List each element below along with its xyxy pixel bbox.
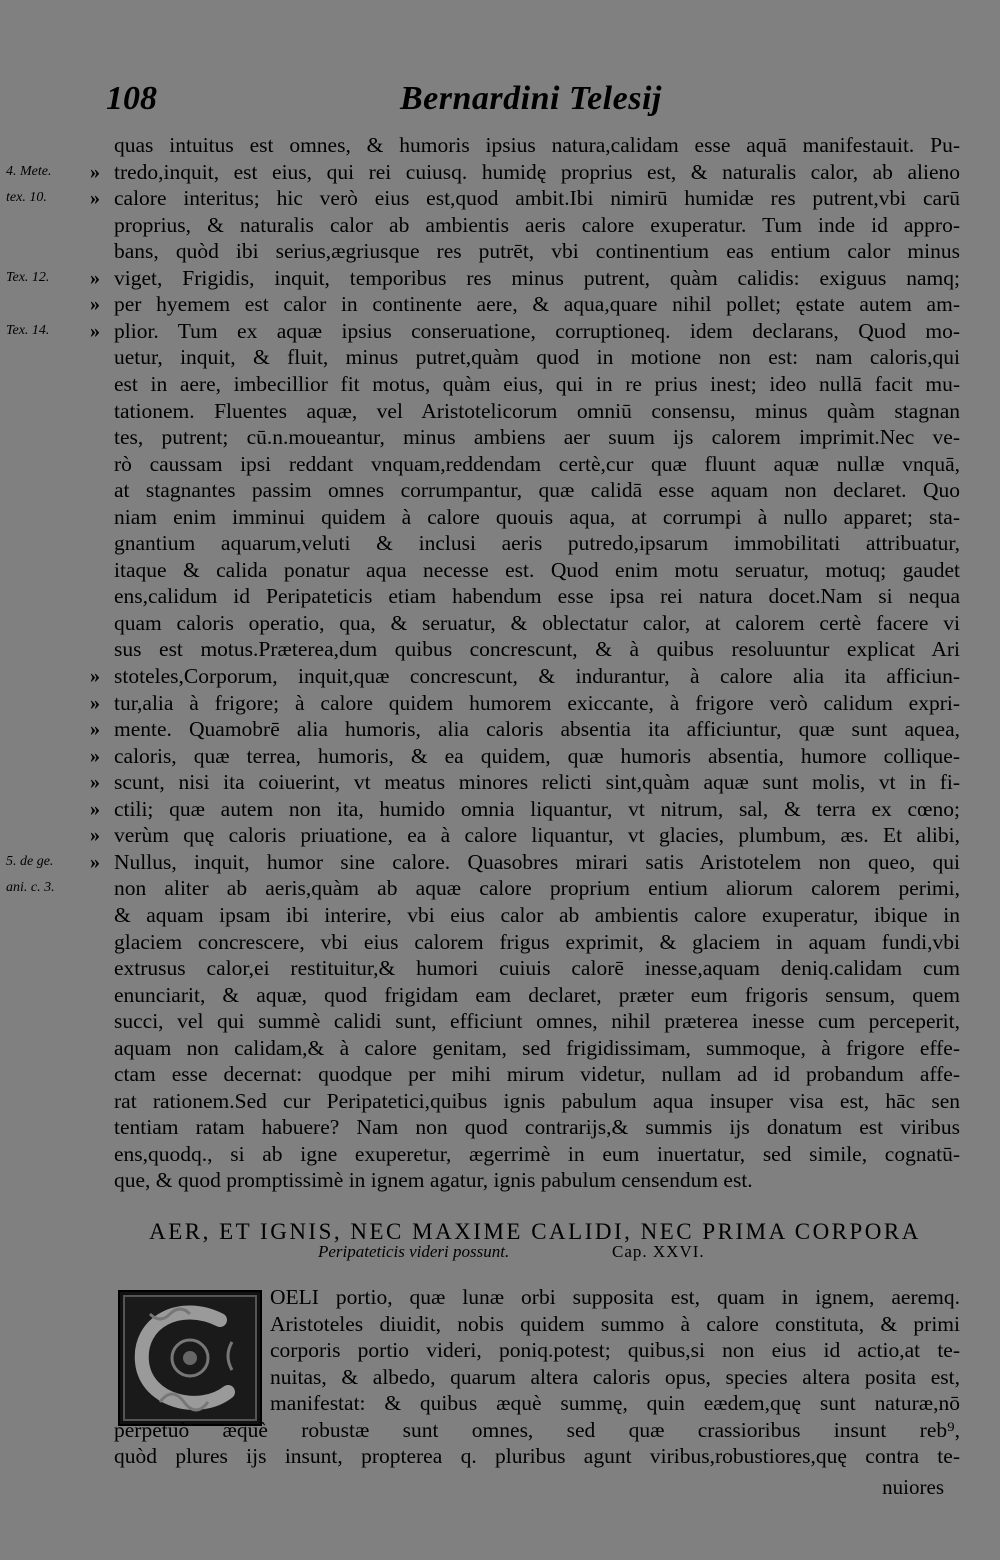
quotation-mark: » bbox=[90, 160, 100, 183]
quotation-mark: » bbox=[90, 187, 100, 210]
text-line: extrusus calor,ei restituitur,& humori cuiuis calorē inesse,aquam deniq.calidam cum bbox=[114, 956, 960, 981]
text-line: tes, putrent; cū.n.moueantur, minus ambiens aer suum ijs calorem imprimit.Nec ve- bbox=[114, 425, 960, 450]
chapter-number: Cap. XXVI. bbox=[612, 1242, 705, 1261]
quotation-mark: » bbox=[90, 293, 100, 316]
page-number: 108 bbox=[106, 80, 157, 117]
chapter-text-line: corporis portio videri, poniq.potest; quibus,si non eius id actio,at te- bbox=[270, 1338, 960, 1362]
text-line: succi, vel qui summè calidi sunt, efficiunt omnes, nihil præterea inesse cum perceperit, bbox=[114, 1009, 960, 1034]
quotation-mark: » bbox=[90, 744, 100, 767]
text-line: plior. Tum ex aquæ ipsius conseruatione, corruptioneq. idem declarans, Quod mo- bbox=[114, 318, 960, 343]
quotation-mark: » bbox=[90, 266, 100, 289]
text-line: bans, quòd ibi serius,ægriusque res putrēt, vbi continentium eas entium calor minus bbox=[114, 239, 960, 264]
text-line: scunt, nisi ita coiuerint, vt meatus minores relicti sint,quàm aquæ sunt molis, vt in fi- bbox=[114, 770, 960, 795]
text-line: per hyemem est calor in continente aere, & aqua,quare nihil pollet; ęstate autem am- bbox=[114, 292, 960, 317]
text-line: caloris, quæ terrea, humoris, & ea quidem, quæ humoris absentia, humore collique- bbox=[114, 743, 960, 768]
text-line: uetur, inquit, & fluit, minus putret,quàm quod in motione non est: nam caloris,qui bbox=[114, 345, 960, 370]
text-line: tationem. Fluentes aquæ, vel Aristotelicorum omniū consensu, minus quàm stagnan bbox=[114, 398, 960, 423]
text-line: aquam non calidam,& à calore genitam, sed frigidissimam, summoque, à frigore effe- bbox=[114, 1035, 960, 1060]
text-line: glaciem concrescere, vbi eius calorem frigus exprimit, & glaciem in aquam fundi,vbi bbox=[114, 929, 960, 954]
text-line: proprius, & naturalis calor ab ambientis aeris calore exuperatur. Tum inde id appro- bbox=[114, 212, 960, 237]
text-line: niam enim imminui quidem à calore quouis aqua, at corrumpi à nullo apparet; sta- bbox=[114, 504, 960, 529]
text-line: quas intuitus est omnes, & humoris ipsius natura,calidam esse aquā manifestauit. Pu- bbox=[114, 133, 960, 157]
marginal-note: tex. 10. bbox=[6, 190, 47, 206]
text-line: quam caloris operatio, qua, & seruatur, & oblectatur calor, at calorem certè facere vi bbox=[114, 610, 960, 635]
text-line: enunciarit, & aquæ, quod frigidam eam declaret, præter eum frigoris sensum, quem bbox=[114, 982, 960, 1007]
text-line: & aquam ipsam ibi interire, vbi eius calor ab ambientis calore exuperatur, ibique in bbox=[114, 902, 960, 927]
text-line: itaque & calida ponatur aqua necesse est. Quod enim motu seruatur, motuq; gaudet bbox=[114, 557, 960, 582]
marginal-note: Tex. 12. bbox=[6, 269, 50, 285]
chapter-text-line: OELI portio, quæ lunæ orbi supposita est, quam in ignem, aeremq. bbox=[270, 1285, 960, 1309]
quotation-mark: » bbox=[90, 665, 100, 687]
catchword: nuiores bbox=[882, 1475, 944, 1499]
running-head bbox=[100, 78, 960, 124]
marginal-note: ani. c. 3. bbox=[6, 880, 55, 896]
quotation-mark: » bbox=[90, 824, 100, 847]
text-line: Nullus, inquit, humor sine calore. Quasobres mirari satis Aristotelem non queo, qui bbox=[114, 849, 960, 874]
text-line: non aliter ab aeris,quàm ab aquæ calore proprium entium aliorum calorem perimi, bbox=[114, 876, 960, 901]
chapter-subheading: Peripateticis videri possunt. bbox=[318, 1242, 510, 1261]
quotation-mark: » bbox=[90, 797, 100, 820]
text-line: que, & quod promptissimè in ignem agatur, ignis pabulum censendum est. bbox=[114, 1168, 753, 1193]
quotation-mark: » bbox=[90, 691, 100, 714]
chapter-text-line: quòd plures ijs insunt, propterea q. pluribus agunt viribus,robustiores,quę contra te- bbox=[114, 1444, 960, 1468]
text-line: tur,alia à frigore; à calore quidem humorem exiccante, à frigore verò calidum expri- bbox=[114, 690, 960, 715]
marginal-note: 4. Mete. bbox=[6, 163, 52, 179]
marginal-note: 5. de ge. bbox=[6, 853, 54, 869]
chapter-heading: AER, ET IGNIS, NEC MAXIME CALIDI, NEC PRIMA CORPORA bbox=[149, 1219, 921, 1244]
text-line: est in aere, imbecillior fit motus, quàm eius, qui in re prius inest; ideo nullā facit mu- bbox=[114, 371, 960, 396]
chapter-text-line: perpetuò æquè robustæ sunt omnes, sed quæ crassioribus insunt reb⁹, bbox=[114, 1417, 960, 1442]
text-line: ctili; quæ autem non ita, humido omnia liquantur, vt nitrum, sal, & terra ex cœno; bbox=[114, 796, 960, 821]
text-line: tredo,inquit, est eius, qui rei cuiusq. humidę proprius est, & naturalis calor, ab alieno bbox=[114, 159, 960, 184]
quotation-mark: » bbox=[90, 718, 100, 741]
text-line: rat rationem.Sed cur Peripatetici,quibus ignis pabulum aqua insuper visa est, hāc sen bbox=[114, 1088, 960, 1113]
text-line: sus est motus.Præterea,dum quibus concrescunt, & à quibus resoluuntur explicat Ari bbox=[114, 637, 960, 662]
text-line: stoteles,Corporum, inquit,quæ concrescunt, & indurantur, à calore alia ita afficiun- bbox=[114, 664, 960, 688]
text-line: ens,calidum id Peripateticis etiam habendum esse ipsa rei natura docet.Nam si nequa bbox=[114, 584, 960, 609]
quotation-mark: » bbox=[90, 771, 100, 794]
text-line: tentiam ratam habuere? Nam non quod contrarijs,& summis ijs donatum est viribus bbox=[114, 1115, 960, 1140]
text-line: verùm quę caloris priuatione, ea à calore liquantur, vt glacies, plumbum, æs. Et alibi, bbox=[114, 823, 960, 848]
text-line: gnantium aquarum,veluti & inclusi aeris putredo,ipsarum immobilitati attribuatur, bbox=[114, 531, 960, 556]
text-line: calore interitus; hic verò eius est,quod ambit.Ibi nimirū humidæ res putrent,vbi carū bbox=[114, 186, 960, 211]
text-line: ctam esse decernat: quodque per mihi mirum videtur, nullam ad id probandum affe- bbox=[114, 1062, 960, 1087]
quotation-mark: » bbox=[90, 850, 100, 873]
chapter-text-line: manifestat: & quibus æquè summę, quin eædem,quę sunt naturæ,nō bbox=[270, 1391, 960, 1415]
quotation-mark: » bbox=[90, 319, 100, 342]
running-title: Bernardini Telesij bbox=[400, 80, 662, 117]
text-line: mente. Quamobrē alia humoris, alia caloris absentia ita afficiuntur, quæ sunt aquea, bbox=[114, 717, 960, 742]
text-line: viget, Frigidis, inquit, temporibus res minus putrent, quàm calidis: exiguus namq; bbox=[114, 265, 960, 290]
text-line: rò caussam ipsi reddant vnquam,reddendam certè,cur quæ fluunt aquæ nullæ vnquā, bbox=[114, 451, 960, 476]
marginal-note: Tex. 14. bbox=[6, 322, 50, 338]
chapter-text-line: Aristoteles diuidit, nobis quidem summo à calore constituta, & primi bbox=[270, 1311, 960, 1336]
text-line: ens,quodq., si ab igne exuperetur, ægerrimè in eum inuertatur, sed simile, cognatū- bbox=[114, 1141, 960, 1166]
chapter-text-line: nuitas, & albedo, quarum altera caloris opus, species altera posita est, bbox=[270, 1364, 960, 1389]
text-line: at stagnantes passim omnes corrumpantur, quæ calidā esse aquam non declaret. Quo bbox=[114, 478, 960, 503]
decorated-initial-c-icon bbox=[118, 1290, 262, 1426]
